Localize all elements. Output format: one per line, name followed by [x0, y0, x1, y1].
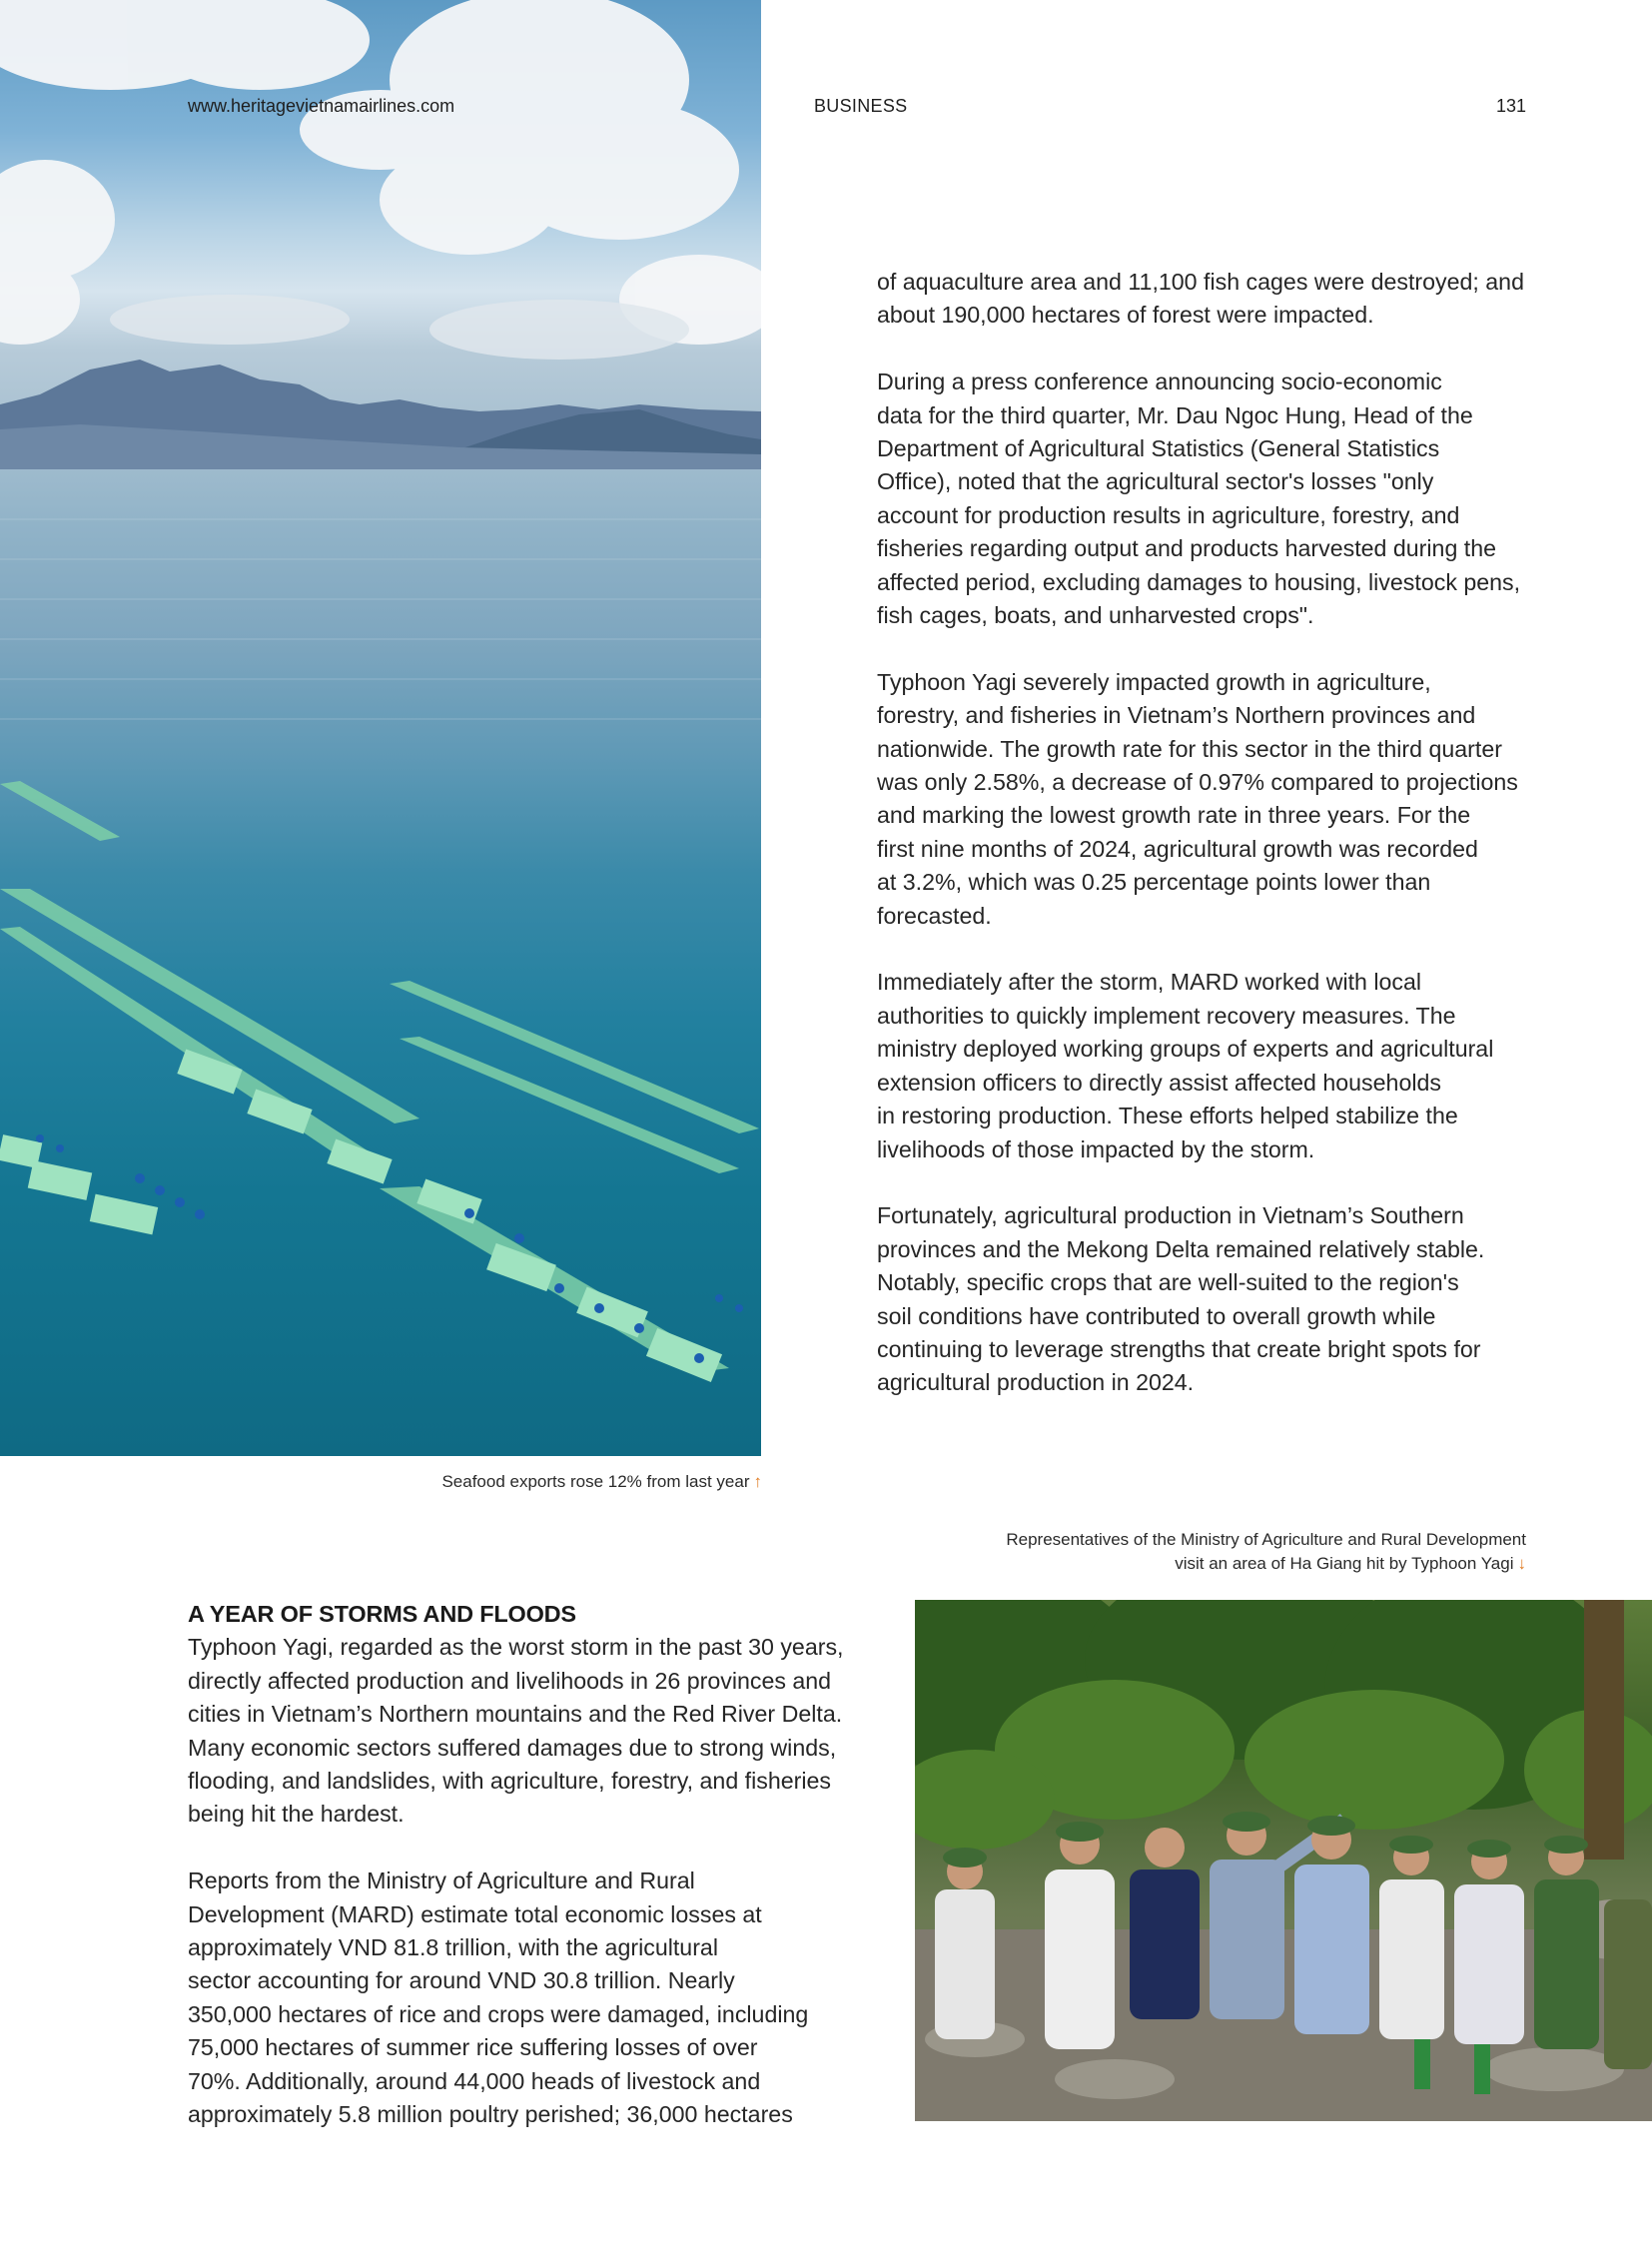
officials-visit-photo: [915, 1600, 1652, 2121]
website-url: www.heritagevietnamairlines.com: [188, 96, 455, 116]
ha-giang-photo-caption: [1006, 1528, 1526, 1576]
paragraph: Fortunately, agricultural production in Vietnam’s Southern provinces and the Mekong Delta remained relatively stable. Notably, specific crops that are well-suited to the region's soil conditions have contributed to overall growth while continuing to leverage strengths that create bright spots for agricultural production in 2024.: [877, 1202, 1485, 1396]
arrow-up-icon: ↑: [753, 1472, 762, 1491]
paragraph: During a press conference announcing socio-economic data for the third quarter, Mr. Dau Ngoc Hung, Head of the Department of Agricultural Statistics (General Statistics Office), noted that the agricultural sector's losses "only account for production results in agriculture, forestry, and fisheries regarding output and products harvested during the affected period, excluding damages to housing, livestock pens, fish cages, boats, and unharvested crops".: [877, 369, 1521, 629]
paragraph: Typhoon Yagi, regarded as the worst storm in the past 30 years, directly affected production and livelihoods in 26 provinces and cities in Vietnam’s Northern mountains and the Red River Delta. Many economic sectors suffered damages due to strong winds, flooding, and landslides, with agriculture, forestry, and fisheries being hit the hardest.: [188, 1634, 844, 1828]
paragraph: Reports from the Ministry of Agriculture and Rural Development (MARD) estimate total economic losses at approximately VND 81.8 trillion, with the agricultural sector accounting for around VND 30.8 trillion. Nearly 350,000 hectares of rice and crops were damaged, including 75,000 hectares of summer rice suffering losses of over 70%. Additionally, around 44,000 heads of livestock and approximately 5.8 million poultry perished; 36,000 hectares: [188, 1868, 809, 2128]
left-text-column: [188, 1598, 847, 2131]
paragraph: Typhoon Yagi severely impacted growth in agriculture, forestry, and fisheries in Vietnam’s Northern provinces and nationwide. The growth rate for this sector in the third quarter was only 2.58%, a decrease of 0.97% compared to projections and marking the lowest growth rate in three years. For the first nine months of 2024, agricultural growth was recorded at 3.2%, which was 0.25 percentage points lower than forecasted.: [877, 668, 1518, 929]
sea-photo-caption: [441, 1470, 762, 1494]
paragraph: of aquaculture area and 11,100 fish cages were destroyed; and about 190,000 hectares of forest were impacted.: [877, 269, 1524, 329]
page-number: 131: [1495, 96, 1526, 116]
caption-text: Representatives of the Ministry of Agriculture and Rural Development visit an area of Ha Giang hit by Typhoon Yagi: [1006, 1530, 1526, 1573]
section-label: BUSINESS: [814, 96, 908, 116]
section-heading: A YEAR OF STORMS AND FLOODS: [188, 1601, 576, 1627]
caption-text: Seafood exports rose 12% from last year: [441, 1472, 750, 1491]
arrow-down-icon: ↓: [1517, 1554, 1526, 1573]
seafood-farm-photo: [0, 0, 761, 1456]
right-text-column: [877, 266, 1536, 1400]
paragraph: Immediately after the storm, MARD worked with local authorities to quickly implement recovery measures. The ministry deployed working groups of experts and agricultural extension officers to directly assist affected households in restoring production. These efforts helped stabilize the livelihoods of those impacted by the storm.: [877, 969, 1494, 1162]
